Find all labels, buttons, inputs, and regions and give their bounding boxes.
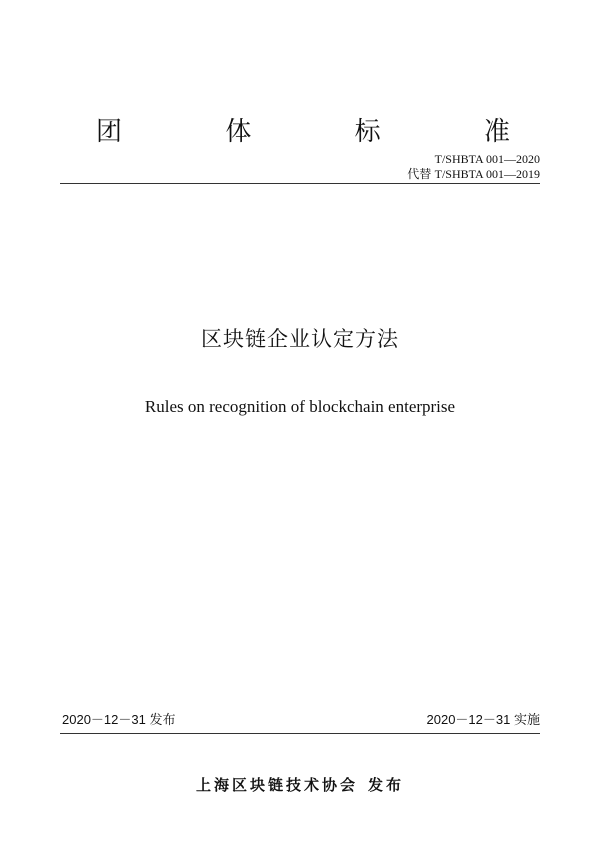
publisher-name: 上海区块链技术协会	[195, 776, 358, 794]
header-char-2: 体	[225, 117, 252, 147]
header-char-1: 团	[96, 117, 123, 147]
header-char-3: 标	[354, 117, 381, 147]
effective-date-value: 2020－12－31	[426, 712, 511, 727]
header-divider	[60, 183, 540, 184]
footer-divider	[60, 733, 540, 734]
issue-date-value: 2020－12－31	[62, 712, 146, 727]
issue-date	[62, 711, 175, 730]
document-title-english: Rules on recognition of blockchain enterprise	[144, 397, 456, 416]
standard-number-block	[407, 152, 540, 182]
publisher-line	[0, 775, 600, 795]
header-char-4: 准	[483, 117, 510, 147]
effective-label: 实施	[513, 713, 540, 728]
replaced-standard	[407, 167, 540, 182]
date-row	[60, 711, 540, 729]
document-category-header	[96, 112, 510, 152]
effective-date	[427, 711, 540, 730]
replaces-prefix: 代替	[407, 167, 432, 181]
publisher-action: 发布	[368, 776, 405, 794]
replaced-standard-number: T/SHBTA 001—2019	[434, 167, 540, 181]
issue-label: 发布	[149, 713, 176, 728]
document-title-chinese: 区块链企业认定方法	[201, 327, 399, 351]
standard-number: T/SHBTA 001—2020	[434, 152, 540, 166]
